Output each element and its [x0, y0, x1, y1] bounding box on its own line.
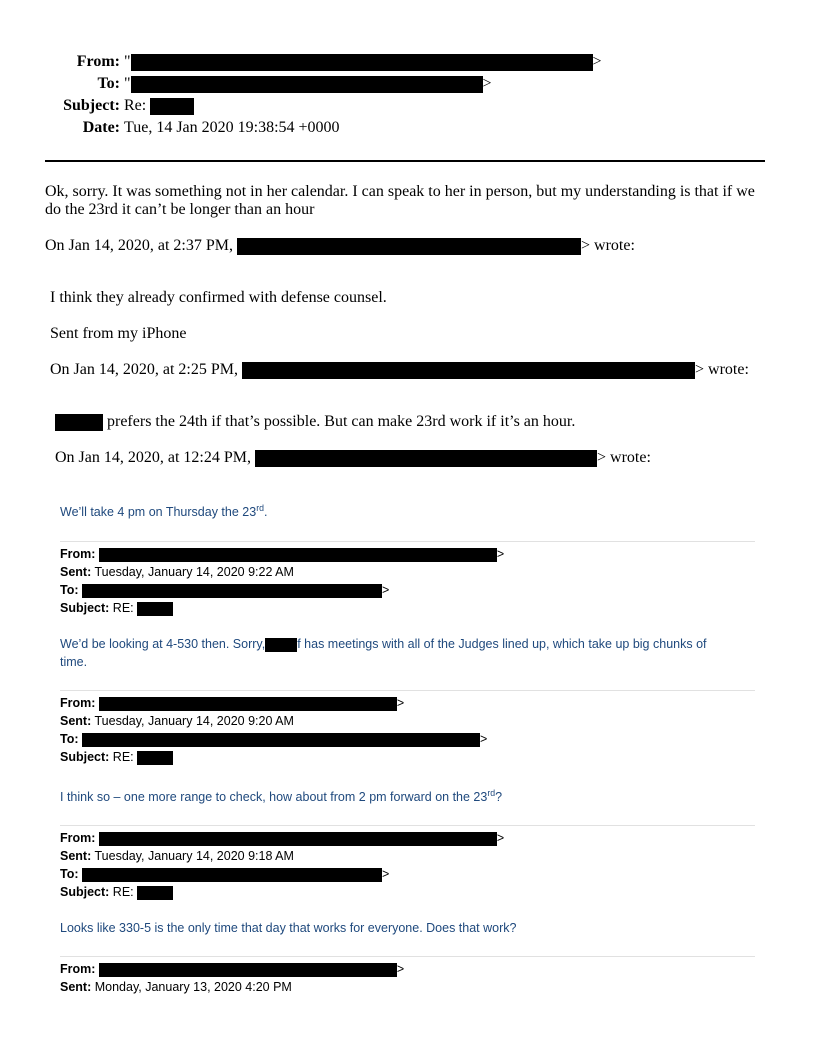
msg5-post: f has meetings with all of the Judges lined up, which take up big chunks of [297, 637, 707, 651]
block1-from-label: From: [60, 547, 96, 561]
redaction-bar [55, 414, 103, 431]
msg6-end: ? [495, 790, 503, 804]
quote1-suffix: > wrote: [581, 237, 635, 254]
header-to-gt: > [482, 75, 492, 92]
redaction-bar [265, 638, 297, 652]
header-divider [45, 160, 765, 162]
header-date-label: Date: [82, 119, 120, 136]
block1-to [60, 581, 389, 599]
quote3-line [55, 449, 651, 467]
block1-to-gt: > [382, 583, 390, 597]
block1-subject-prefix: RE: [112, 601, 134, 615]
block4-from-gt: > [396, 962, 405, 976]
header-date-value: Tue, 14 Jan 2020 19:38:54 +0000 [124, 119, 340, 136]
block1-subject [60, 599, 173, 617]
block3-from [60, 829, 504, 847]
block3-subject [60, 883, 173, 901]
block4-sent-label: Sent: [60, 980, 92, 994]
block2-from [60, 694, 404, 712]
block2-to-label: To: [60, 732, 79, 746]
block2-subject-prefix: RE: [112, 750, 134, 764]
quote2-prefix: On Jan 14, 2020, at 2:25 PM, [50, 361, 238, 378]
header-to-quote: " [124, 75, 131, 92]
msg6-sup: rd [487, 787, 496, 798]
redaction-bar [99, 548, 497, 562]
msg2-line2: Sent from my iPhone [50, 325, 187, 342]
block2-subject-label: Subject: [60, 750, 110, 764]
redaction-bar [242, 362, 695, 379]
msg4-end: . [263, 505, 268, 519]
header-to-label: To: [97, 75, 120, 92]
redaction-bar [255, 450, 597, 467]
block3-from-label: From: [60, 831, 96, 845]
block2-to-gt: > [480, 732, 488, 746]
block3-sent-value: Tuesday, January 14, 2020 9:18 AM [94, 849, 294, 863]
redaction-bar [137, 886, 173, 900]
block2-sent-label: Sent: [60, 714, 92, 728]
header-from-gt: > [592, 53, 602, 70]
block4-from-label: From: [60, 962, 96, 976]
block3-to-label: To: [60, 867, 79, 881]
thread-divider [60, 825, 755, 826]
block1-from-gt: > [496, 547, 505, 561]
thread-divider [60, 690, 755, 691]
block2-from-gt: > [396, 696, 405, 710]
msg4-main: We’ll take 4 pm on Thursday the 23 [60, 505, 257, 519]
header-from-quote: " [124, 53, 131, 70]
redaction-bar [137, 602, 173, 616]
block4-from [60, 960, 404, 978]
redaction-bar [82, 868, 382, 882]
quote1-line [45, 237, 635, 255]
thread-divider [60, 956, 755, 957]
block2-sent [60, 712, 294, 730]
msg3-text: prefers the 24th if that’s possible. But can make 23rd work if it’s an hour. [107, 413, 576, 430]
block3-sent-label: Sent: [60, 849, 92, 863]
redaction-bar [82, 584, 382, 598]
block2-sent-value: Tuesday, January 14, 2020 9:20 AM [94, 714, 294, 728]
redaction-bar [150, 98, 194, 115]
block1-from [60, 545, 504, 563]
block1-sent [60, 563, 294, 581]
msg4-text [60, 503, 267, 521]
header-from-label: From: [76, 53, 120, 70]
redaction-bar [99, 697, 397, 711]
header-subject-label: Subject: [63, 97, 120, 114]
quote2-suffix: > wrote: [695, 361, 749, 378]
msg6-text [60, 788, 502, 806]
block1-to-label: To: [60, 583, 79, 597]
block4-sent-value: Monday, January 13, 2020 4:20 PM [94, 980, 292, 994]
block3-to [60, 865, 389, 883]
block3-to-gt: > [382, 867, 390, 881]
block1-sent-label: Sent: [60, 565, 92, 579]
redaction-bar [131, 76, 483, 93]
body-para1-line1: Ok, sorry. It was something not in her calendar. I can speak to her in person, but my understanding is that if we [45, 183, 755, 200]
redaction-bar [137, 751, 173, 765]
msg2-line1: I think they already confirmed with defense counsel. [50, 289, 387, 306]
block2-from-label: From: [60, 696, 96, 710]
msg7-text: Looks like 330-5 is the only time that day that works for everyone. Does that work? [60, 921, 517, 935]
block3-sent [60, 847, 294, 865]
msg6-main: I think so – one more range to check, how about from 2 pm forward on the 23 [60, 790, 488, 804]
block1-subject-label: Subject: [60, 601, 110, 615]
header-subject-row [0, 97, 194, 115]
body-para1-line2: do the 23rd it can’t be longer than an hour [45, 201, 315, 218]
quote1-prefix: On Jan 14, 2020, at 2:37 PM, [45, 237, 233, 254]
quote2-line [50, 361, 749, 379]
quote3-suffix: > wrote: [597, 449, 651, 466]
redaction-bar [237, 238, 581, 255]
block1-sent-value: Tuesday, January 14, 2020 9:22 AM [94, 565, 294, 579]
redaction-bar [131, 54, 593, 71]
block3-subject-label: Subject: [60, 885, 110, 899]
header-to-row [0, 75, 492, 93]
quote3-prefix: On Jan 14, 2020, at 12:24 PM, [55, 449, 251, 466]
redaction-bar [82, 733, 480, 747]
block4-sent [60, 978, 292, 996]
msg5-line2: time. [60, 655, 88, 669]
msg5-line1 [60, 635, 707, 653]
block3-subject-prefix: RE: [112, 885, 134, 899]
block2-to [60, 730, 487, 748]
header-subject-prefix: Re: [124, 97, 147, 114]
block3-from-gt: > [496, 831, 505, 845]
thread-divider [60, 541, 755, 542]
block2-subject [60, 748, 173, 766]
redaction-bar [99, 963, 397, 977]
redaction-bar [99, 832, 497, 846]
msg5-pre: We’d be looking at 4-530 then. Sorry, [60, 637, 266, 651]
header-date-row [0, 119, 340, 137]
msg3-line [55, 413, 575, 431]
msg4-sup: rd [256, 502, 264, 513]
header-from-row [0, 53, 602, 71]
